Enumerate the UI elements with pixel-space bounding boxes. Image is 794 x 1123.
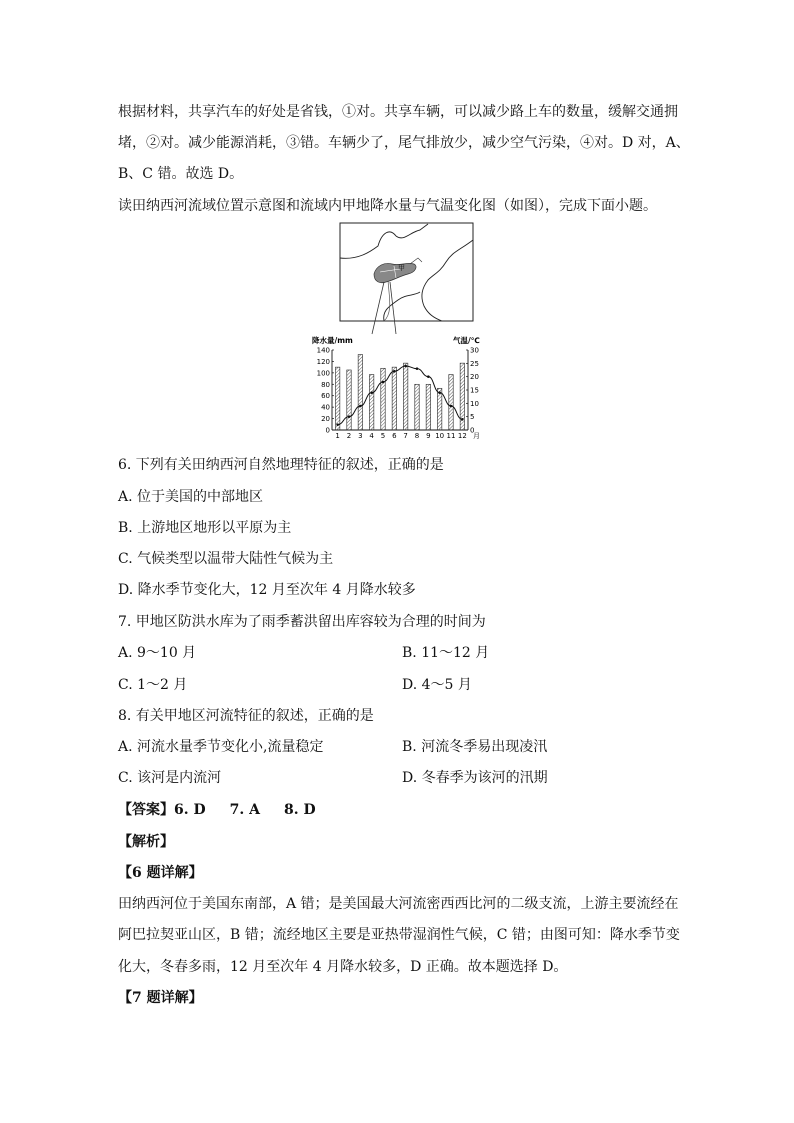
figure-svg	[310, 222, 490, 446]
month-label: 8	[414, 432, 420, 440]
left-axis-label: 降水量/mm	[312, 336, 353, 345]
month-label: 1	[335, 432, 340, 440]
precip-bar	[437, 388, 441, 430]
right-tick-label: 20	[470, 373, 479, 382]
precip-bar	[415, 384, 419, 430]
question-7-option-b: B. 11～12 月	[402, 645, 490, 661]
right-tick-label: 25	[470, 359, 479, 368]
temperature-point	[370, 391, 373, 394]
precip-bar	[347, 370, 351, 430]
question-6-option-a: A. 位于美国的中部地区	[118, 489, 264, 505]
figure	[310, 222, 490, 446]
question-6-option-b: B. 上游地区地形以平原为主	[118, 520, 292, 536]
month-label: 5	[380, 432, 386, 440]
x-axis-unit: 月	[473, 432, 480, 440]
temperature-point	[438, 391, 441, 394]
right-tick-label: 0	[470, 426, 475, 435]
month-label: 3	[358, 432, 363, 440]
question-8-option-d: D. 冬春季为该河的汛期	[402, 770, 548, 786]
temperature-point	[382, 381, 385, 384]
question-6-stem: 6. 下列有关田纳西河自然地理特征的叙述，正确的是	[118, 457, 444, 473]
left-tick-label: 20	[321, 415, 330, 424]
answer-line	[118, 800, 316, 820]
question-6-option-d: D. 降水季节变化大，12 月至次年 4 月降水较多	[118, 582, 416, 598]
q6-detail-line-2: 阿巴拉契亚山区，B 错；流经地区主要是亚热带湿润性气候，C 错；由图可知：降水季节变	[118, 927, 680, 943]
left-tick-label: 40	[321, 403, 330, 412]
right-tick-label: 15	[470, 386, 479, 395]
q6-detail-line-3: 化大，冬春多雨，12 月至次年 4 月降水较多，D 正确。故本题选择 D。	[118, 959, 568, 975]
right-tick-label: 30	[470, 346, 479, 355]
answer-item-8: 8. D	[284, 802, 316, 818]
question-8-option-b: B. 河流冬季易出现凌汛	[402, 739, 548, 755]
month-label: 2	[346, 432, 352, 440]
right-axis-label: 气温/℃	[453, 336, 480, 345]
answer-item-7: 7. A	[229, 802, 260, 818]
month-label: 9	[426, 432, 431, 440]
right-tick-label: 5	[470, 413, 475, 422]
question-6-option-c: C. 气候类型以温带大陆性气候为主	[118, 551, 334, 567]
left-tick-label: 100	[316, 369, 330, 378]
precip-bar	[369, 375, 373, 430]
answer-item-6: 6. D	[174, 802, 206, 818]
question-8-option-a: A. 河流水量季节变化小,流量稳定	[118, 739, 324, 755]
left-tick-label: 120	[316, 357, 330, 366]
intro-line-2: 堵，②对。减少能源消耗，③错。车辆少了，尾气排放少，减少空气污染，④对。D 对，A、	[118, 135, 690, 151]
intro-line-1: 根据材料，共享汽车的好处是省钱，①对。共享车辆，可以减少路上车的数量，缓解交通拥	[118, 104, 678, 120]
location-map	[340, 223, 473, 334]
question-8-stem: 8. 有关甲地区河流特征的叙述，正确的是	[118, 708, 374, 724]
temperature-point	[393, 370, 396, 373]
month-label: 6	[392, 432, 397, 440]
left-tick-label: 140	[316, 346, 330, 355]
question-7-option-a: A. 9～10 月	[118, 645, 197, 661]
month-label: 7	[403, 432, 408, 440]
temperature-point	[416, 367, 419, 370]
temperature-point	[461, 418, 464, 421]
precip-bar	[392, 367, 396, 430]
temperature-point	[450, 405, 453, 408]
precip-bar	[381, 368, 385, 430]
right-tick-label: 10	[470, 399, 479, 408]
q6-detail-line-1: 田纳西河位于美国东南部，A 错；是美国最大河流密西西比河的二级支流，上游主要流经在	[118, 896, 679, 912]
temperature-line	[338, 366, 463, 425]
left-tick-label: 80	[321, 380, 330, 389]
month-label: 4	[369, 432, 374, 440]
month-label: 11	[446, 432, 456, 440]
left-tick-label: 60	[321, 392, 330, 401]
question-8-option-c: C. 该河是内流河	[118, 770, 222, 786]
analysis-label: 【解析】	[118, 834, 174, 850]
temperature-point	[404, 365, 407, 368]
question-7-option-d: D. 4～5 月	[402, 677, 472, 693]
month-label: 12	[457, 432, 467, 440]
answer-label: 【答案】	[118, 802, 174, 818]
temperature-point	[336, 423, 339, 426]
precip-bar	[335, 367, 339, 430]
climate-chart	[312, 335, 480, 440]
intro-line-3: B、C 错。故选 D。	[118, 166, 244, 182]
precip-bar	[449, 375, 453, 430]
question-stem: 读田纳西河流域位置示意图和流域内甲地降水量与气温变化图（如图），完成下面小题。	[118, 198, 657, 214]
temperature-point	[359, 405, 362, 408]
month-label: 10	[435, 432, 445, 440]
question-7-stem: 7. 甲地区防洪水库为了雨季蓄洪留出库容较为合理的时间为	[118, 614, 486, 630]
q7-detail-label: 【7 题详解】	[118, 990, 203, 1006]
question-7-option-c: C. 1～2 月	[118, 677, 188, 693]
precip-bar	[426, 384, 430, 430]
left-tick-label: 0	[325, 426, 330, 435]
precip-bar	[403, 363, 407, 430]
precip-bar	[358, 355, 362, 430]
map-label-jia: 甲	[398, 264, 405, 272]
temperature-point	[348, 415, 351, 418]
q6-detail-label: 【6 题详解】	[118, 865, 203, 881]
temperature-point	[427, 375, 430, 378]
